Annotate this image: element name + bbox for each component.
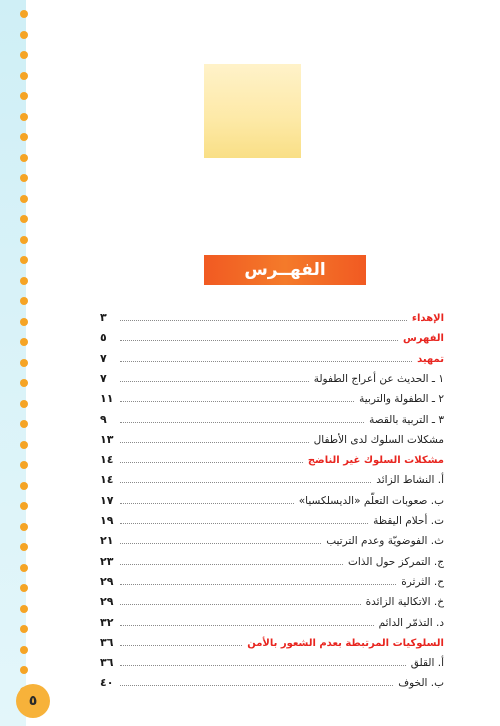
toc-entry-page: ١٧ [100, 493, 114, 507]
toc-entry[interactable] [100, 570, 444, 588]
toc-entry-label: ٢ ـ الطفولة والتربية [359, 393, 444, 406]
page-title: الفهــرس [204, 255, 366, 285]
decorative-dot [20, 133, 28, 141]
decorative-dot [20, 584, 28, 592]
toc-entry-label: خ. الاتكالية الزائدة [365, 596, 444, 609]
decorative-dot [20, 400, 28, 408]
toc-entry[interactable] [100, 408, 444, 426]
page-number-badge: ٥ [16, 684, 50, 718]
toc-entry-label: السلوكيات المرتبطة بعدم الشعور بالأمن [247, 637, 444, 649]
dotted-leader [120, 665, 406, 666]
decorative-dot [20, 51, 28, 59]
decorative-yellow-block [204, 64, 301, 158]
toc-entry[interactable] [100, 367, 444, 385]
toc-entry-page: ٧ [100, 351, 107, 365]
decorative-dot [20, 277, 28, 285]
toc-entry-page: ٤٠ [100, 676, 114, 690]
decorative-dot-column [20, 10, 36, 720]
decorative-dot [20, 236, 28, 244]
toc-entry-page: ٥ [100, 331, 107, 345]
toc-entry-label: ب. صعوبات التعلّم «الديسلكسيا» [298, 494, 444, 507]
dotted-leader [120, 442, 309, 443]
toc-entry-page: ٢٩ [100, 595, 114, 609]
dotted-leader [120, 645, 242, 646]
toc-entry[interactable] [100, 590, 444, 608]
decorative-dot [20, 92, 28, 100]
decorative-dot [20, 441, 28, 449]
decorative-dot [20, 605, 28, 613]
dotted-leader [120, 503, 294, 504]
dotted-leader [120, 422, 364, 423]
table-of-contents [100, 306, 444, 696]
dotted-leader [120, 462, 303, 463]
decorative-dot [20, 174, 28, 182]
dotted-leader [120, 523, 368, 524]
toc-entry-label: ب. الخوف [398, 677, 444, 690]
toc-entry-page: ١٤ [100, 453, 114, 467]
decorative-dot [20, 502, 28, 510]
decorative-dot [20, 318, 28, 326]
toc-entry[interactable] [100, 448, 444, 466]
decorative-dot [20, 646, 28, 654]
toc-entry-label: الإهداء [411, 313, 444, 324]
decorative-dot [20, 461, 28, 469]
decorative-dot [20, 543, 28, 551]
toc-entry-page: ٣٦ [100, 635, 114, 649]
dotted-leader [120, 685, 393, 686]
dotted-leader [120, 340, 398, 341]
toc-entry-page: ٢٩ [100, 574, 114, 588]
decorative-dot [20, 338, 28, 346]
dotted-leader [120, 584, 396, 585]
decorative-dot [20, 482, 28, 490]
decorative-dot [20, 420, 28, 428]
dotted-leader [120, 320, 407, 321]
decorative-dot [20, 154, 28, 162]
toc-entry[interactable] [100, 347, 444, 365]
toc-entry-page: ٩ [100, 412, 107, 426]
decorative-dot [20, 31, 28, 39]
toc-entry-page: ٢١ [100, 534, 114, 548]
dotted-leader [120, 564, 343, 565]
dotted-leader [120, 361, 412, 362]
toc-entry-page: ٢٣ [100, 554, 114, 568]
toc-entry-label: ج. التمركز حول الذات [347, 555, 444, 568]
toc-entry[interactable] [100, 306, 444, 324]
toc-entry-page: ٣٦ [100, 656, 114, 670]
dotted-leader [120, 401, 354, 402]
toc-entry-page: ١٣ [100, 432, 114, 446]
decorative-dot [20, 625, 28, 633]
toc-entry-label: ت. أحلام اليقظة [373, 515, 444, 527]
toc-entry-page: ١١ [100, 392, 114, 406]
dotted-leader [120, 381, 309, 382]
decorative-dot [20, 215, 28, 223]
toc-entry-label: مشكلات السلوك غير الناضج [307, 455, 444, 467]
decorative-dot [20, 113, 28, 121]
toc-entry-label: ح. الثرثرة [401, 575, 444, 588]
toc-entry-label: ث. الفوضويّة وعدم الترتيب [326, 535, 444, 548]
toc-entry[interactable] [100, 529, 444, 547]
toc-entry-page: ٧ [100, 371, 107, 385]
decorative-dot [20, 359, 28, 367]
toc-entry-page: ٣٢ [100, 615, 114, 629]
toc-entry[interactable] [100, 468, 444, 486]
decorative-dot [20, 72, 28, 80]
decorative-dot [20, 379, 28, 387]
dotted-leader [120, 625, 374, 626]
decorative-dot [20, 195, 28, 203]
toc-entry-page: ١٩ [100, 514, 114, 527]
decorative-dot [20, 523, 28, 531]
toc-entry-label: مشكلات السلوك لدى الأطفال [313, 433, 444, 446]
toc-entry[interactable] [100, 489, 444, 507]
toc-entry[interactable] [100, 631, 444, 649]
toc-entry-label: الفهرس [402, 333, 444, 345]
toc-entry-label: ١ ـ الحديث عن أعراج الطفولة [313, 372, 444, 385]
toc-entry-label: تمهيد [417, 353, 444, 365]
toc-entry-label: د. التذمّر الدائم [378, 616, 444, 629]
toc-entry[interactable] [100, 651, 444, 669]
dotted-leader [120, 482, 371, 483]
toc-entry[interactable] [100, 326, 444, 344]
toc-entry[interactable] [100, 387, 444, 405]
decorative-dot [20, 256, 28, 264]
dotted-leader [120, 604, 361, 605]
toc-entry-page: ٣ [100, 311, 107, 324]
toc-entry[interactable] [100, 428, 444, 446]
toc-entry-page: ١٤ [100, 473, 114, 487]
toc-entry-label: أ. النشاط الزائد [376, 474, 444, 487]
decorative-dot [20, 564, 28, 572]
toc-entry[interactable] [100, 611, 444, 629]
toc-entry-label: أ. القلق [410, 657, 444, 670]
decorative-dot [20, 297, 28, 305]
decorative-dot [20, 666, 28, 674]
dotted-leader [120, 543, 321, 544]
toc-entry[interactable] [100, 509, 444, 527]
decorative-dot [20, 10, 28, 18]
toc-entry-label: ٣ ـ التربية بالقصة [369, 413, 444, 426]
toc-entry[interactable] [100, 550, 444, 568]
toc-entry[interactable] [100, 671, 444, 689]
